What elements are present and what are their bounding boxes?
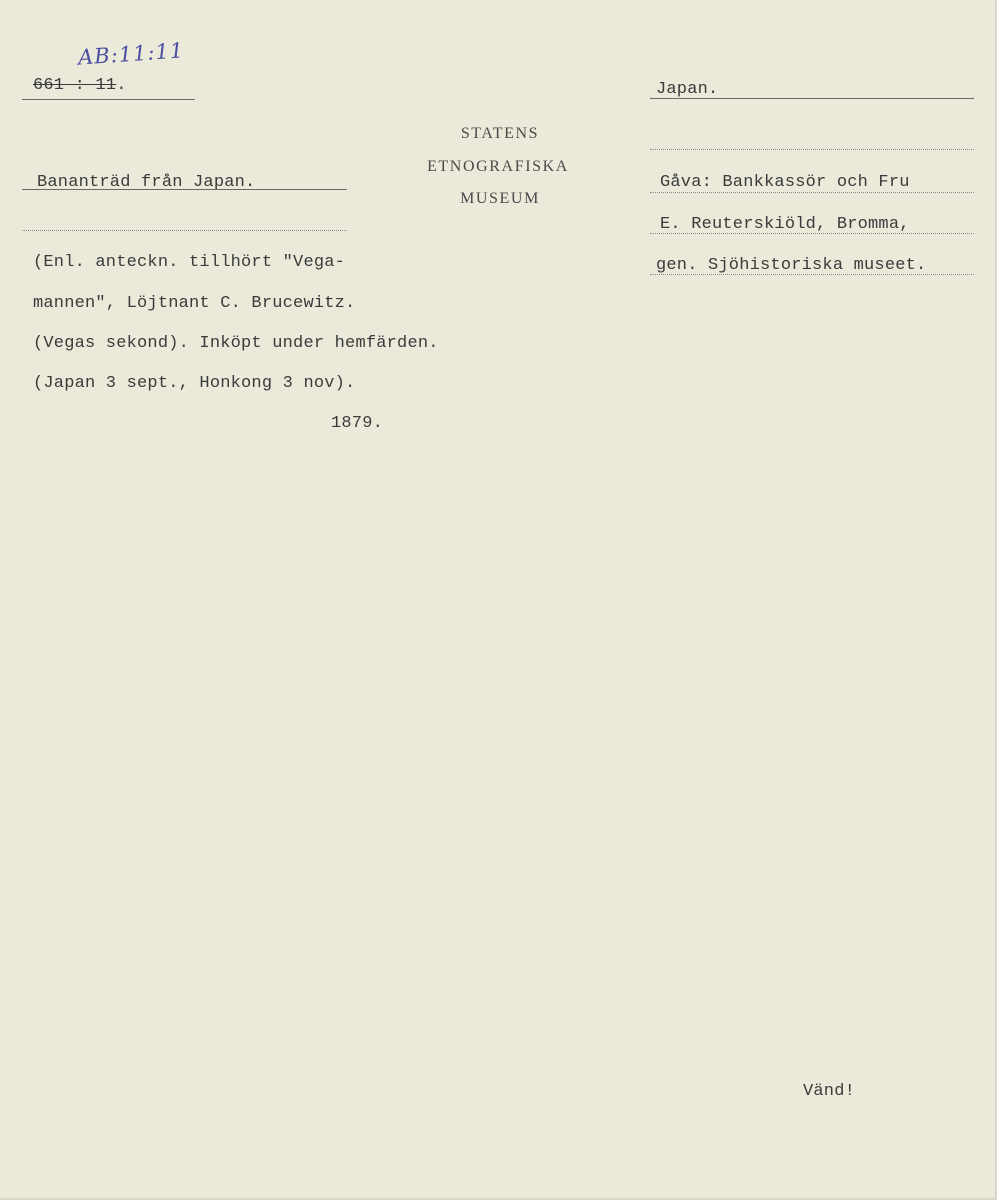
notes-line-4: (Japan 3 sept., Honkong 3 nov). <box>33 374 356 393</box>
donor-rule-1 <box>650 192 974 193</box>
year: 1879. <box>331 414 384 433</box>
donor-rule-3 <box>650 274 974 275</box>
donor-line-2: E. Reuterskiöld, Bromma, <box>660 215 910 234</box>
donor-line-1: Gåva: Bankkassör och Fru <box>660 173 910 192</box>
object-title-dotted-rule <box>22 230 347 231</box>
region-label: Japan. <box>656 80 719 99</box>
object-title-rule <box>22 189 347 190</box>
institution-line-2: ETNOGRAFISKA <box>427 158 569 175</box>
object-title: Bananträd från Japan. <box>37 173 256 192</box>
donor-line-3: gen. Sjöhistoriska museet. <box>656 256 927 275</box>
notes-line-3: (Vegas sekond). Inköpt under hemfärden. <box>33 334 439 353</box>
handwritten-catalog-number: AB:11:11 <box>77 38 185 70</box>
region-dotted-rule <box>650 149 974 150</box>
turn-over-note: Vänd! <box>803 1082 856 1101</box>
old-number-struck: 661 : 11 <box>33 76 117 95</box>
old-catalog-number <box>33 76 127 95</box>
institution-line-1: STATENS <box>460 125 540 142</box>
old-number-suffix: . <box>116 76 127 95</box>
institution-line-3: MUSEUM <box>460 190 540 207</box>
donor-rule-2 <box>650 233 974 234</box>
notes-line-2: mannen", Löjtnant C. Brucewitz. <box>33 294 356 313</box>
notes-line-1: (Enl. anteckn. tillhört "Vega- <box>33 253 346 272</box>
region-rule <box>650 98 974 99</box>
old-number-rule <box>22 99 195 100</box>
